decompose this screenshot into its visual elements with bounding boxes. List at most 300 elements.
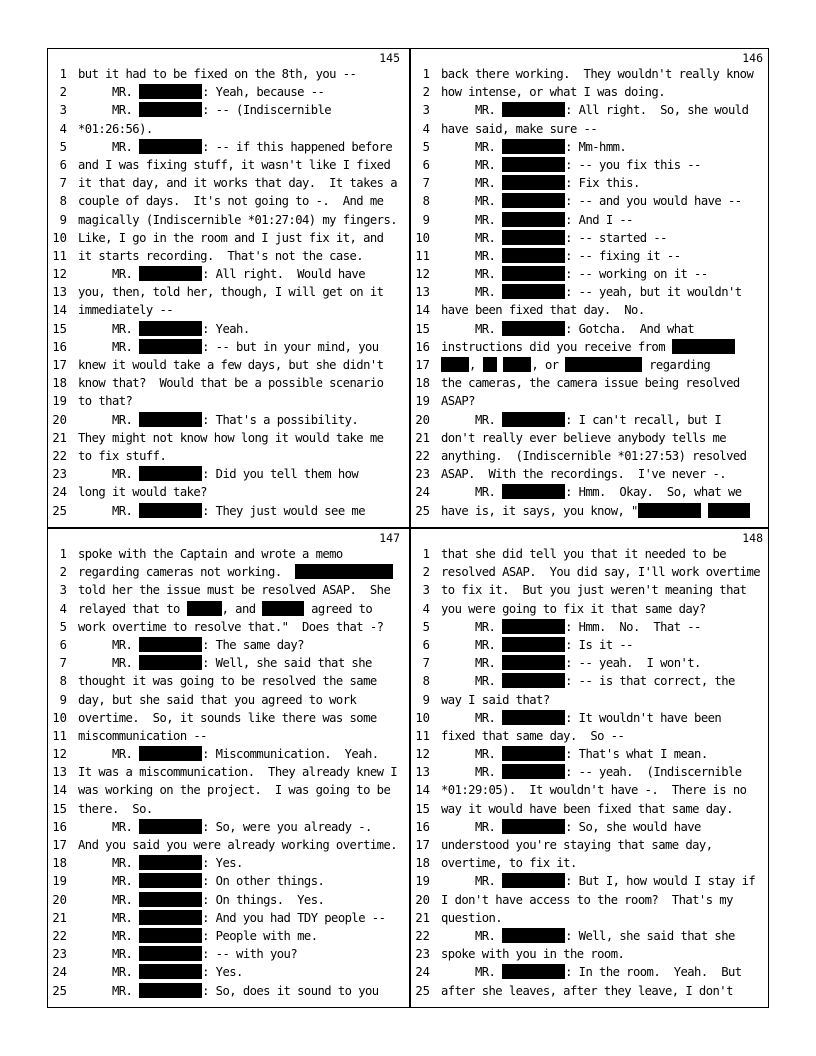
transcript-line	[411, 65, 769, 83]
page-lines	[48, 545, 406, 1000]
line-text: MR. : Miscommunication. Yeah.	[78, 747, 379, 762]
transcript-line	[411, 356, 769, 374]
line-text: MR. : Did you tell them how	[78, 467, 359, 482]
transcript-line	[411, 83, 769, 101]
line-text: MR. : -- is that correct, the	[441, 674, 735, 689]
line-number: 9	[422, 212, 430, 227]
line-number: 17	[415, 838, 430, 852]
redaction-bar	[139, 503, 202, 518]
line-text: have been fixed that day. No.	[441, 303, 645, 318]
redaction-bar	[503, 357, 531, 372]
line-text: MR. : Yeah, because --	[78, 85, 325, 100]
transcript-line	[48, 174, 406, 192]
line-text: Like, I go in the room and I just fix it, and	[78, 230, 384, 245]
line-text: MR. : So, she would have	[441, 819, 701, 834]
transcript-line	[411, 229, 769, 247]
line-text: it that day, and it works that day. It takes a	[78, 176, 398, 191]
transcript-line	[411, 672, 769, 690]
redaction-bar	[139, 339, 202, 354]
transcript-line	[48, 636, 406, 654]
redaction-bar	[502, 873, 565, 888]
line-text: work overtime to resolve that." Does that -?	[78, 619, 384, 634]
redaction-bar	[139, 946, 202, 961]
transcript-line	[48, 83, 406, 101]
transcript-line	[411, 465, 769, 483]
line-text: MR. : -- yeah, but it wouldn't	[441, 285, 742, 300]
line-number: 23	[415, 467, 430, 482]
transcript-line	[411, 502, 769, 520]
line-text: MR. : That's a possibility.	[78, 412, 359, 427]
line-number: 5	[59, 619, 67, 634]
transcript-line	[48, 909, 406, 927]
line-text: after she leaves, after they leave, I don't	[441, 983, 733, 998]
line-text: immediately --	[78, 303, 174, 318]
redaction-bar	[502, 412, 565, 427]
line-number: 3	[422, 103, 430, 118]
transcript-line	[48, 502, 406, 520]
transcript-line	[411, 411, 769, 429]
transcript-line	[411, 581, 769, 599]
line-number: 15	[415, 321, 430, 336]
transcript-sheet	[47, 48, 769, 1008]
transcript-line	[48, 65, 406, 83]
redaction-bar	[502, 964, 565, 979]
transcript-page-146	[411, 49, 769, 525]
line-number: 21	[52, 430, 67, 445]
line-number: 1	[59, 67, 67, 81]
transcript-line	[48, 138, 406, 156]
page-number: 147	[379, 531, 400, 545]
transcript-line	[411, 320, 769, 338]
line-number: 11	[415, 248, 430, 263]
transcript-line	[48, 563, 406, 581]
transcript-line	[48, 356, 406, 374]
line-text: told her the issue must be resolved ASAP. She	[78, 583, 391, 598]
line-number: 10	[415, 230, 430, 245]
line-text: MR. : That's what I mean.	[441, 747, 708, 762]
line-text: understood you're staying that same day,	[441, 838, 713, 852]
line-text: have is, it says, you know, "	[441, 502, 767, 520]
redaction-bar	[139, 139, 202, 154]
redaction-bar	[708, 503, 750, 518]
line-number: 10	[415, 710, 430, 725]
line-text: day, but she said that you agreed to work	[78, 692, 357, 707]
transcript-line	[48, 600, 406, 618]
transcript-line	[411, 763, 769, 781]
redaction-bar	[502, 619, 565, 634]
line-number: 13	[52, 765, 67, 780]
line-text: spoke with you in the room.	[441, 947, 625, 962]
transcript-line	[411, 338, 769, 356]
line-number: 2	[59, 85, 67, 100]
transcript-line	[48, 727, 406, 745]
line-text: MR. : Fix this.	[441, 176, 640, 191]
line-number: 13	[415, 765, 430, 780]
line-number: 20	[52, 892, 67, 907]
line-number: 7	[422, 656, 430, 671]
line-text: you, then, told her, though, I will get on it	[78, 285, 384, 300]
line-number: 12	[52, 267, 67, 282]
line-number: 22	[415, 448, 430, 463]
line-text: MR. : All right. Would have	[78, 267, 365, 282]
transcript-line	[411, 192, 769, 210]
transcript-line	[411, 709, 769, 727]
redaction-bar	[502, 266, 565, 281]
transcript-line	[411, 156, 769, 174]
line-number: 5	[422, 139, 430, 154]
line-number: 18	[52, 376, 67, 391]
line-text: MR. : But I, how would I stay if	[441, 874, 756, 889]
line-text: how intense, or what I was doing.	[441, 85, 665, 100]
line-text: MR. : And I --	[441, 212, 633, 227]
transcript-line	[411, 600, 769, 618]
line-text: MR. : -- (Indiscernible	[78, 103, 332, 118]
line-text: to that?	[78, 394, 133, 409]
redaction-bar	[502, 193, 565, 208]
transcript-line	[48, 927, 406, 945]
line-number: 8	[59, 674, 67, 689]
redaction-bar	[502, 321, 565, 336]
line-text: know that? Would that be a possible scenario	[78, 376, 384, 391]
line-number: 11	[415, 728, 430, 743]
redaction-bar	[638, 503, 701, 518]
line-text: MR. : Gotcha. And what	[441, 321, 695, 336]
redaction-bar	[502, 764, 565, 779]
redaction-bar	[502, 102, 565, 117]
transcript-line	[48, 963, 406, 981]
line-number: 16	[415, 339, 430, 354]
line-text: MR. : Well, she said that she	[78, 656, 372, 671]
line-text: resolved ASAP. You did say, I'll work overtime	[441, 565, 761, 580]
line-text: MR. : So, were you already -.	[78, 819, 372, 834]
line-text: MR. : -- working on it --	[441, 267, 708, 282]
redaction-bar	[139, 321, 202, 336]
line-number: 6	[59, 157, 67, 172]
line-number: 16	[52, 819, 67, 834]
transcript-line	[48, 982, 406, 1000]
redaction-bar	[139, 412, 202, 427]
redaction-bar	[262, 601, 304, 616]
line-number: 9	[59, 212, 67, 227]
line-text: couple of days. It's not going to -. And me	[78, 194, 384, 209]
transcript-line	[48, 672, 406, 690]
line-text: MR. : Hmm. No. That --	[441, 619, 701, 634]
transcript-line	[48, 429, 406, 447]
line-number: 15	[415, 801, 430, 816]
transcript-line	[411, 963, 769, 981]
line-number: 24	[52, 965, 67, 980]
line-text: MR. : -- yeah. I won't.	[441, 656, 701, 671]
line-text: I don't have access to the room? That's my	[441, 892, 733, 907]
line-text: And you said you were already working overtime.	[78, 838, 398, 852]
transcript-line	[411, 927, 769, 945]
transcript-line	[411, 872, 769, 890]
transcript-line	[411, 745, 769, 763]
redaction-bar	[502, 230, 565, 245]
redaction-bar	[565, 357, 642, 372]
line-text: MR. : -- fixing it --	[441, 248, 681, 263]
line-text: MR. : On other things.	[78, 874, 325, 889]
line-text: MR. : -- yeah. (Indiscernible	[441, 765, 742, 780]
line-text: MR. : The same day?	[78, 637, 304, 652]
transcript-line	[411, 836, 769, 854]
line-number: 11	[52, 248, 67, 263]
transcript-line	[411, 120, 769, 138]
transcript-line	[411, 618, 769, 636]
line-text: MR. : Hmm. Okay. So, what we	[441, 485, 742, 500]
line-text: ASAP?	[441, 394, 475, 409]
redaction-bar	[672, 339, 735, 354]
redaction-bar	[139, 746, 202, 761]
transcript-line	[48, 120, 406, 138]
line-text: have said, make sure --	[441, 121, 598, 136]
transcript-line	[48, 192, 406, 210]
redaction-bar	[139, 928, 202, 943]
page-number: 146	[742, 51, 763, 65]
redaction-bar	[139, 266, 202, 281]
redaction-bar	[502, 673, 565, 688]
transcript-line	[48, 411, 406, 429]
redaction-bar	[139, 873, 202, 888]
transcript-line	[48, 945, 406, 963]
line-text: MR. : Yes.	[78, 856, 243, 871]
line-number: 18	[52, 856, 67, 871]
line-number: 11	[52, 728, 67, 743]
line-number: 13	[415, 285, 430, 300]
redaction-bar	[139, 102, 202, 117]
transcript-line	[411, 174, 769, 192]
line-number: 7	[422, 176, 430, 191]
line-text: MR. : On things. Yes.	[78, 892, 325, 907]
line-number: 12	[415, 747, 430, 762]
redaction-bar	[139, 655, 202, 670]
line-text: way it would have been fixed that same day.	[441, 801, 733, 816]
transcript-line	[411, 392, 769, 410]
line-number: 22	[52, 448, 67, 463]
transcript-line	[48, 447, 406, 465]
transcript-line	[48, 156, 406, 174]
line-text: MR. : And you had TDY people --	[78, 910, 386, 925]
transcript-line	[411, 247, 769, 265]
line-text: They might not know how long it would take me	[78, 430, 384, 445]
transcript-line	[48, 836, 406, 854]
line-number: 8	[422, 674, 430, 689]
page-number: 148	[742, 531, 763, 545]
redaction-bar	[502, 484, 565, 499]
line-number: 1	[422, 67, 430, 81]
line-text: it starts recording. That's not the case.	[78, 248, 364, 263]
line-text: instructions did you receive from	[441, 338, 767, 356]
redaction-bar	[139, 910, 202, 925]
transcript-line	[48, 338, 406, 356]
transcript-line	[48, 265, 406, 283]
line-text: MR. : Yes.	[78, 965, 243, 980]
redaction-bar	[139, 84, 202, 99]
line-number: 21	[52, 910, 67, 925]
line-text: you were going to fix it that same day?	[441, 601, 706, 616]
line-number: 19	[415, 394, 430, 409]
redaction-bar	[502, 175, 565, 190]
transcript-line	[48, 283, 406, 301]
transcript-line	[411, 800, 769, 818]
line-text: It was a miscommunication. They already knew I	[78, 765, 398, 780]
line-text: don't really ever believe anybody tells me	[441, 430, 727, 445]
transcript-line	[48, 392, 406, 410]
transcript-line	[411, 909, 769, 927]
transcript-line	[48, 229, 406, 247]
redaction-bar	[139, 964, 202, 979]
line-text: relayed that to , and agreed to	[78, 601, 373, 616]
line-text: regarding cameras not working.	[78, 563, 404, 581]
transcript-line	[411, 691, 769, 709]
redaction-bar	[483, 357, 497, 372]
line-number: 17	[52, 838, 67, 852]
line-text: knew it would take a few days, but she didn't	[78, 358, 384, 372]
transcript-line	[411, 781, 769, 799]
line-number: 17	[52, 358, 67, 372]
line-number: 8	[422, 194, 430, 209]
line-number: 20	[415, 412, 430, 427]
transcript-page-147	[48, 529, 406, 1005]
page-lines	[411, 545, 769, 1000]
line-text: overtime, to fix it.	[441, 856, 577, 871]
line-number: 10	[52, 710, 67, 725]
redaction-bar	[139, 637, 202, 652]
line-number: 10	[52, 230, 67, 245]
line-number: 17	[415, 358, 430, 372]
line-number: 25	[52, 983, 67, 998]
page-lines	[48, 65, 406, 520]
line-text: that she did tell you that it needed to be	[441, 547, 727, 561]
redaction-bar	[502, 819, 565, 834]
page-lines	[411, 65, 769, 520]
line-number: 4	[422, 121, 430, 136]
line-number: 16	[52, 339, 67, 354]
line-number: 6	[422, 637, 430, 652]
transcript-line	[48, 654, 406, 672]
redaction-bar	[502, 928, 565, 943]
line-text: long it would take?	[78, 485, 207, 500]
line-number: 14	[415, 783, 430, 798]
line-number: 4	[59, 121, 67, 136]
line-number: 12	[52, 747, 67, 762]
line-number: 22	[415, 928, 430, 943]
line-number: 23	[52, 467, 67, 482]
line-number: 4	[59, 601, 67, 616]
redaction-bar	[441, 357, 469, 372]
line-number: 20	[415, 892, 430, 907]
transcript-line	[48, 891, 406, 909]
line-text: MR. : -- and you would have --	[441, 194, 742, 209]
transcript-page-148	[411, 529, 769, 1005]
redaction-bar	[139, 892, 202, 907]
line-text: *01:29:05). It wouldn't have -. There is no	[441, 783, 747, 798]
line-text: overtime. So, it sounds like there was some	[78, 710, 377, 725]
line-number: 15	[52, 801, 67, 816]
redaction-bar	[502, 655, 565, 670]
line-text: MR. : -- but in your mind, you	[78, 339, 379, 354]
line-text: MR. : Is it --	[441, 637, 633, 652]
line-text: there. So.	[78, 801, 153, 816]
line-text: was working on the project. I was going to be	[78, 783, 391, 798]
redaction-bar	[139, 855, 202, 870]
transcript-line	[411, 636, 769, 654]
redaction-bar	[139, 983, 202, 998]
transcript-line	[411, 545, 769, 563]
line-text: MR. : -- started --	[441, 230, 667, 245]
transcript-page-145	[48, 49, 406, 525]
line-text: question.	[441, 910, 503, 925]
redaction-bar	[502, 139, 565, 154]
line-number: 19	[52, 874, 67, 889]
redaction-bar	[139, 819, 202, 834]
redaction-bar	[187, 601, 222, 616]
line-number: 22	[52, 928, 67, 943]
line-number: 8	[59, 194, 67, 209]
line-number: 15	[52, 321, 67, 336]
line-text: *01:26:56).	[78, 121, 153, 136]
transcript-line	[411, 727, 769, 745]
line-number: 7	[59, 176, 67, 191]
redaction-bar	[502, 157, 565, 172]
transcript-line	[48, 818, 406, 836]
line-number: 9	[59, 692, 67, 707]
transcript-line	[411, 301, 769, 319]
line-number: 25	[52, 503, 67, 518]
redaction-bar	[502, 248, 565, 263]
line-number: 23	[415, 947, 430, 962]
line-number: 2	[59, 565, 67, 580]
line-number: 1	[59, 547, 67, 561]
line-number: 5	[59, 139, 67, 154]
line-number: 2	[422, 565, 430, 580]
transcript-line	[48, 483, 406, 501]
transcript-line	[411, 854, 769, 872]
line-text: thought it was going to be resolved the same	[78, 674, 377, 689]
transcript-line	[411, 818, 769, 836]
transcript-line	[48, 763, 406, 781]
transcript-line	[411, 945, 769, 963]
redaction-bar	[502, 212, 565, 227]
line-number: 24	[415, 485, 430, 500]
line-text: MR. : -- you fix this --	[441, 157, 701, 172]
line-number: 23	[52, 947, 67, 962]
line-number: 2	[422, 85, 430, 100]
page-number: 145	[379, 51, 400, 65]
line-text: MR. : So, does it sound to you	[78, 983, 379, 998]
transcript-line	[48, 709, 406, 727]
line-text: the cameras, the camera issue being resolved	[441, 376, 740, 391]
line-text: miscommunication --	[78, 728, 207, 743]
line-text: anything. (Indiscernible *01:27:53) resolved	[441, 448, 747, 463]
transcript-line	[48, 745, 406, 763]
redaction-bar	[502, 284, 565, 299]
transcript-line	[48, 101, 406, 119]
line-text: to fix stuff.	[78, 448, 167, 463]
line-text: MR. : I can't recall, but I	[441, 412, 722, 427]
line-number: 1	[422, 547, 430, 561]
redaction-bar	[139, 466, 202, 481]
transcript-line	[48, 465, 406, 483]
transcript-line	[411, 654, 769, 672]
transcript-line	[411, 374, 769, 392]
line-number: 3	[59, 103, 67, 118]
transcript-line	[48, 854, 406, 872]
transcript-line	[48, 800, 406, 818]
line-number: 19	[52, 394, 67, 409]
line-number: 7	[59, 656, 67, 671]
transcript-line	[411, 101, 769, 119]
